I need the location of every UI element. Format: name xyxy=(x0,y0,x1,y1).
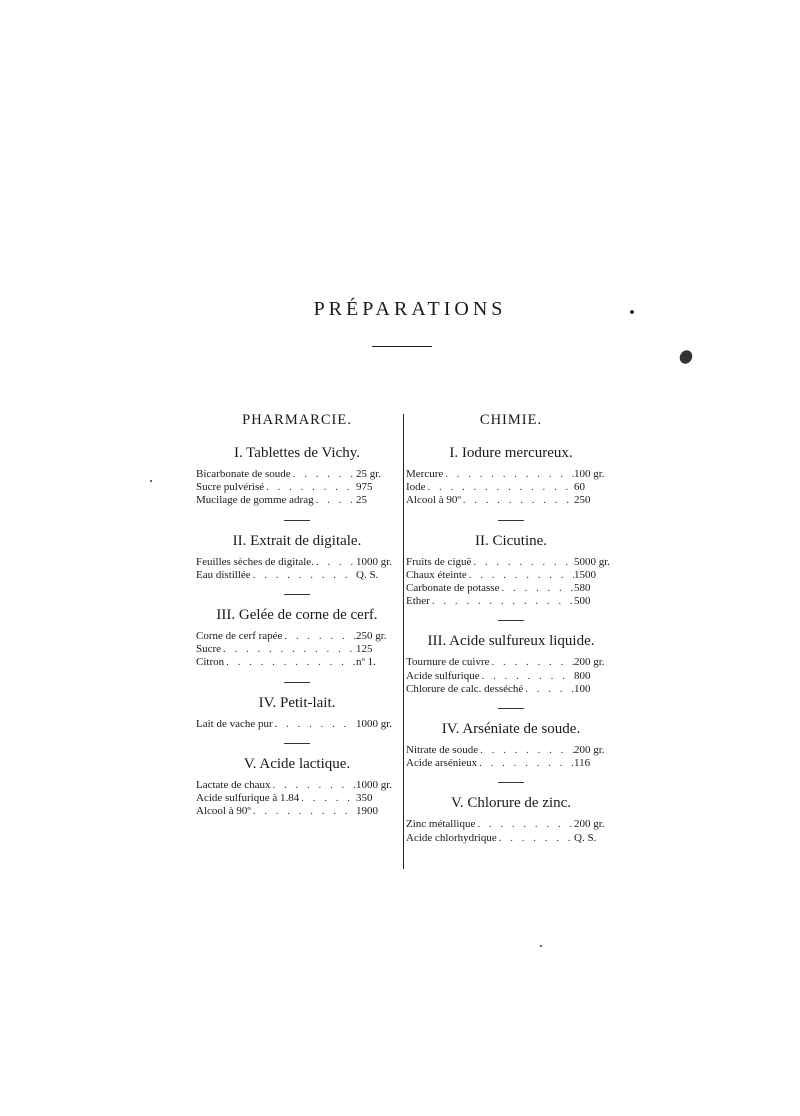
ingredient-name: Iode xyxy=(406,481,426,494)
ingredient-row xyxy=(406,569,616,582)
leader-dots xyxy=(523,683,574,696)
ingredient-quantity: 250 gr. xyxy=(356,630,387,643)
preparation xyxy=(196,695,398,731)
leader-dots xyxy=(282,630,356,643)
separator-rule xyxy=(498,782,524,783)
ingredient-name: Feuilles sèches de digitale. xyxy=(196,555,314,568)
leader-dots xyxy=(477,757,574,770)
preparation xyxy=(196,445,398,508)
ingredient-name: Nitrate de soude xyxy=(406,744,479,757)
ingredient-row xyxy=(406,481,616,494)
ingredient-row xyxy=(406,670,616,683)
ingredient-row xyxy=(406,744,616,757)
preparation xyxy=(406,721,616,770)
ingredient-quantity: 800 xyxy=(574,669,591,682)
leader-dots xyxy=(221,643,356,656)
ingredient-quantity: 1000 gr. xyxy=(356,555,393,568)
ingredient-name: Zinc métallique xyxy=(406,818,476,831)
leader-dots xyxy=(291,468,356,481)
ingredient-quantity: 1500 xyxy=(574,568,596,581)
preparation xyxy=(196,756,398,819)
leader-dots xyxy=(471,556,574,569)
preparation-title: II. Cicutine. xyxy=(474,532,548,549)
leader-dots xyxy=(251,569,356,582)
preparation-title: IV. Petit-lait. xyxy=(258,694,336,711)
ingredient-quantity: 116 xyxy=(574,757,591,770)
ingredient-row xyxy=(196,468,398,481)
ingredient-quantity: 1000 gr. xyxy=(356,717,393,730)
ingredient-name: Citron xyxy=(196,656,225,669)
ingredient-name: Mercure xyxy=(406,468,444,480)
leader-dots xyxy=(461,494,574,507)
ingredient-name: Sucre pulvérisé xyxy=(196,481,265,494)
ingredient-row xyxy=(406,582,616,595)
preparation xyxy=(406,795,616,844)
ingredient-row xyxy=(196,643,398,656)
leader-dots xyxy=(478,744,574,757)
ingredient-row xyxy=(406,656,616,669)
ingredient-quantity: 100 gr. xyxy=(574,468,605,480)
ingredient-name: Acide chlorhydrique xyxy=(406,831,497,844)
ingredient-quantity: 125 xyxy=(356,643,373,656)
ingredient-name: Acide sulfurique à 1.84 xyxy=(196,792,300,805)
ingredient-name: Carbonate de potasse xyxy=(406,582,500,595)
ingredient-quantity: 5000 gr. xyxy=(574,555,611,568)
ingredient-quantity: 25 xyxy=(356,494,367,507)
ingredient-quantity: 500 xyxy=(574,595,591,608)
column-divider xyxy=(403,414,404,869)
preparation xyxy=(196,533,398,582)
ingredient-quantity: 350 xyxy=(356,792,373,805)
ingredient-name: Acide arsénieux xyxy=(406,757,478,770)
preparation-title: I. Tablettes de Vichy. xyxy=(233,445,361,461)
ingredient-row xyxy=(196,481,398,494)
leader-dots xyxy=(467,569,574,582)
preparation-title: V. Acide lactique. xyxy=(243,755,351,772)
preparation xyxy=(196,607,398,670)
ingredient-quantity: nº 1. xyxy=(356,656,376,669)
ingredient-name: Eau distillée xyxy=(196,568,251,581)
leader-dots xyxy=(251,805,356,818)
ingredient-quantity: 1900 xyxy=(356,805,378,818)
preparation-title: II. Extrait de digitale. xyxy=(232,532,362,549)
leader-dots xyxy=(314,556,356,569)
ingredient-row xyxy=(406,683,616,696)
separator-rule xyxy=(284,520,310,521)
ingredient-quantity: Q. S. xyxy=(574,831,597,844)
ingredient-row xyxy=(406,556,616,569)
ingredient-row xyxy=(196,494,398,507)
ingredient-row xyxy=(196,779,398,792)
separator-rule xyxy=(284,594,310,595)
ingredient-quantity: 250 xyxy=(574,494,591,507)
leader-dots xyxy=(499,582,574,595)
ingredient-name: Sucre xyxy=(196,643,222,656)
separator-rule xyxy=(284,743,310,744)
ingredient-row xyxy=(196,630,398,643)
ingredient-row xyxy=(196,569,398,582)
preparation-title: V. Chlorure de zinc. xyxy=(450,795,572,812)
leader-dots xyxy=(273,718,356,731)
ingredient-name: Ether xyxy=(406,595,430,608)
separator-rule xyxy=(498,520,524,521)
ingredient-row xyxy=(406,757,616,770)
ingredient-row xyxy=(406,468,616,481)
preparation xyxy=(406,633,616,696)
ingredient-quantity: 580 xyxy=(574,582,591,595)
ingredient-row xyxy=(196,718,398,731)
ingredient-row xyxy=(406,818,616,831)
page-title: PRÉPARATIONS xyxy=(313,298,507,320)
ink-spot xyxy=(150,480,152,482)
chimie-heading: CHIMIE. xyxy=(479,412,543,428)
ink-spot xyxy=(677,348,694,366)
ingredient-row xyxy=(406,494,616,507)
ingredient-name: Corne de cerf rapée xyxy=(196,630,283,643)
title-rule xyxy=(372,346,432,347)
ingredient-quantity: 200 gr. xyxy=(574,744,605,757)
ingredient-name: Tournure de cuivre xyxy=(406,656,490,669)
separator-rule xyxy=(284,682,310,683)
ingredient-name: Alcool à 90º xyxy=(196,805,251,818)
ingredient-name: Chlorure de calc. desséché xyxy=(406,682,524,695)
ink-spot xyxy=(630,310,634,314)
preparation xyxy=(406,445,616,508)
ingredient-row xyxy=(196,656,398,669)
preparation-title: III. Acide sulfureux liquide. xyxy=(427,633,595,650)
preparation-title: III. Gelée de corne de cerf. xyxy=(216,607,378,624)
separator-rule xyxy=(498,620,524,621)
ingredient-name: Mucilage de gomme adrag xyxy=(196,494,314,507)
ingredient-name: Alcool à 90º xyxy=(406,494,461,507)
leader-dots xyxy=(426,481,574,494)
chimie-preparations xyxy=(406,445,616,845)
ingredient-quantity: 200 gr. xyxy=(574,818,605,831)
ingredient-name: Lactate de chaux xyxy=(196,778,271,791)
ingredient-name: Chaux éteinte xyxy=(406,568,467,581)
leader-dots xyxy=(271,779,356,792)
leader-dots xyxy=(314,494,356,507)
preparation-title: IV. Arséniate de soude. xyxy=(441,721,581,738)
ingredient-quantity: 200 gr. xyxy=(574,656,605,669)
preparation xyxy=(406,533,616,609)
leader-dots xyxy=(430,595,574,608)
ingredient-name: Bicarbonate de soude xyxy=(196,468,291,480)
ingredient-row xyxy=(406,595,616,608)
ingredient-row xyxy=(196,805,398,818)
ingredient-quantity: 1000 gr. xyxy=(356,778,393,791)
ingredient-row xyxy=(196,792,398,805)
separator-rule xyxy=(498,708,524,709)
ingredient-name: Lait de vache pur xyxy=(196,717,273,730)
pharmacie-heading: PHARMARCIE. xyxy=(242,412,352,428)
leader-dots xyxy=(224,656,356,669)
leader-dots xyxy=(480,670,574,683)
leader-dots xyxy=(490,656,574,669)
pharmacie-column xyxy=(196,412,398,818)
leader-dots xyxy=(497,832,574,845)
chimie-column xyxy=(406,412,616,845)
ink-spot xyxy=(540,945,542,947)
pharmacie-preparations xyxy=(196,445,398,818)
ingredient-row xyxy=(196,556,398,569)
preparation-title: I. Iodure mercureux. xyxy=(449,445,573,461)
leader-dots xyxy=(475,818,574,831)
leader-dots xyxy=(264,481,356,494)
ingredient-name: Fruits de ciguë xyxy=(406,555,472,568)
ingredient-row xyxy=(406,832,616,845)
ingredient-quantity: 975 xyxy=(356,481,373,494)
ingredient-name: Acide sulfurique xyxy=(406,669,480,682)
leader-dots xyxy=(299,792,356,805)
leader-dots xyxy=(443,468,574,481)
ingredient-quantity: 60 xyxy=(574,481,585,494)
ingredient-quantity: 25 gr. xyxy=(356,468,382,480)
ingredient-quantity: Q. S. xyxy=(356,568,379,581)
ingredient-quantity: 100 xyxy=(574,682,591,695)
